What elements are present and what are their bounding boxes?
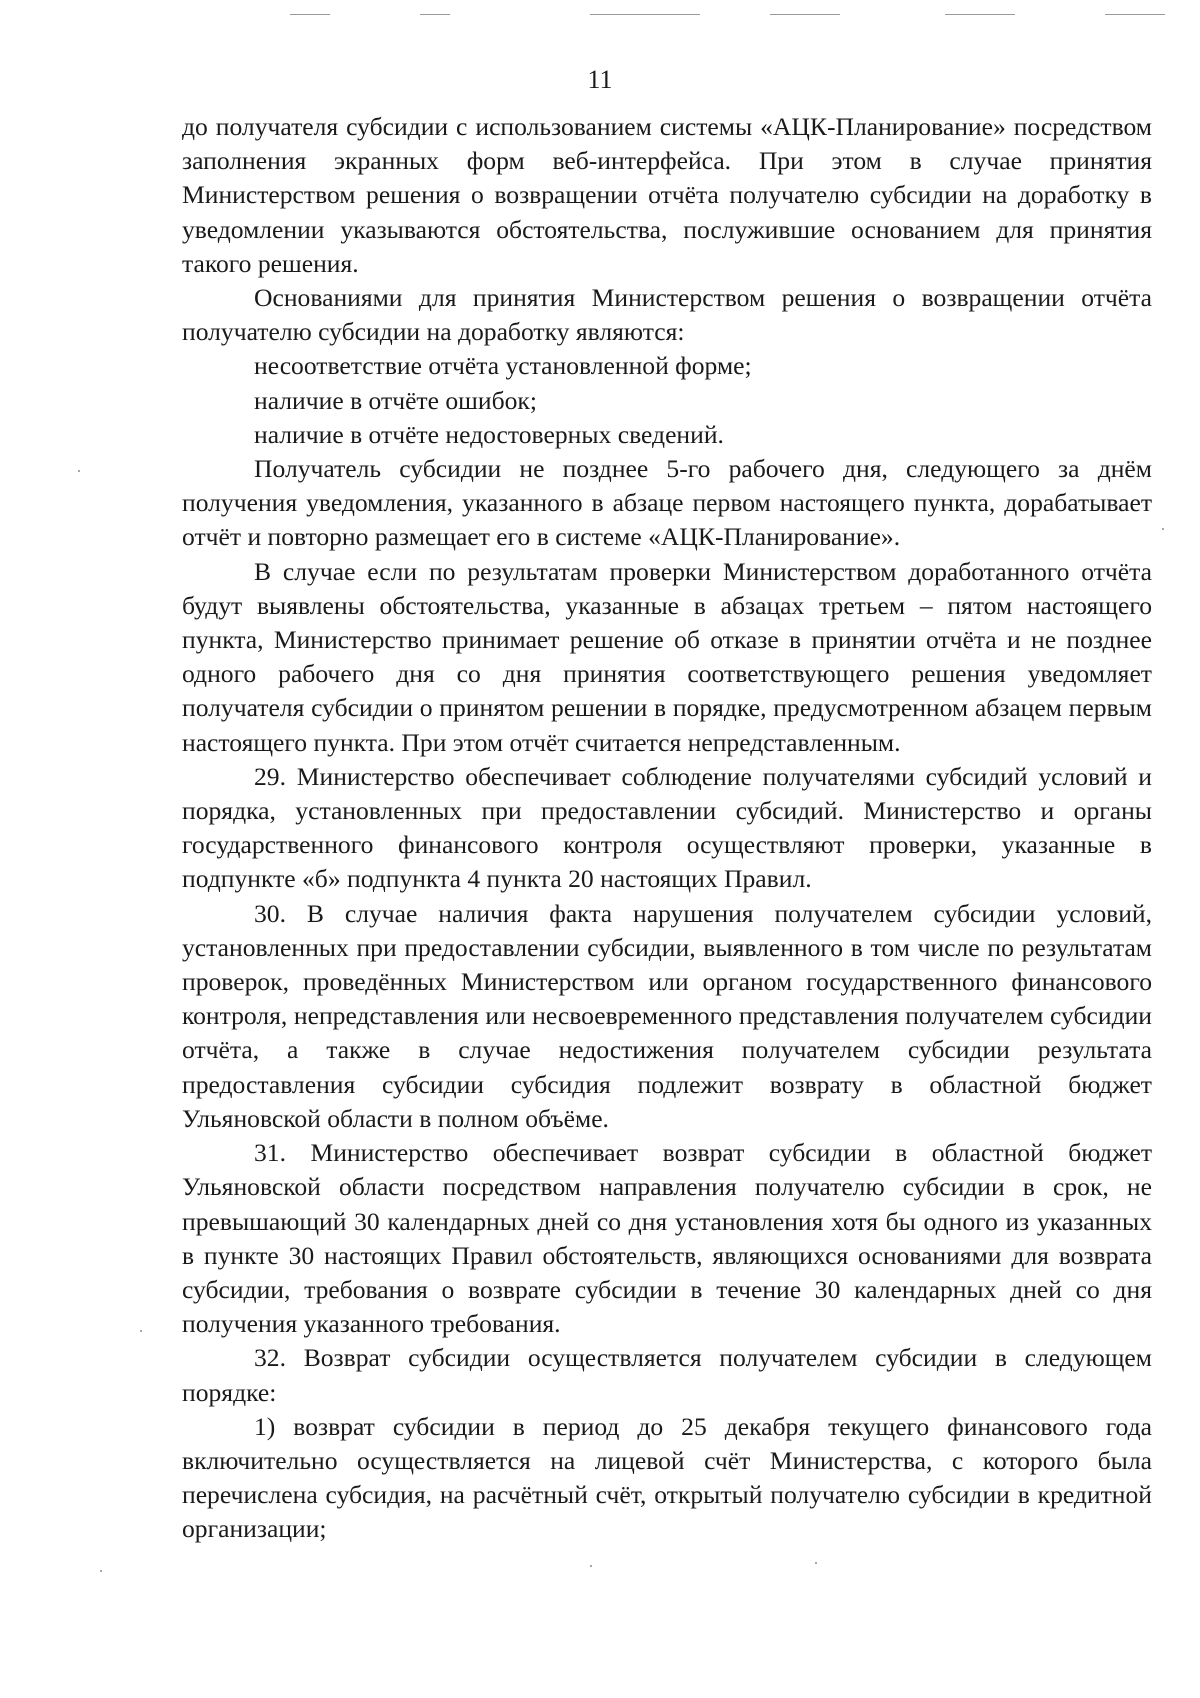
scan-artifact <box>140 1330 142 1332</box>
scan-artifact <box>78 470 80 472</box>
page-number: 11 <box>587 65 613 94</box>
scan-artifact <box>590 14 700 15</box>
scan-artifact <box>100 1570 102 1572</box>
list-item: наличие в отчёте недостоверных сведений. <box>254 419 724 449</box>
scan-artifact <box>420 14 450 15</box>
scan-artifact <box>770 14 840 15</box>
paragraph: В случае если по результатам проверки Министерством доработанного отчёта будут выявлены обстоятельства, указанные в абзацах третьем – пятом настоящего пункта, Министерство принимает решение об отказе в принятии отчёта и не позднее одного рабочего дня со дня принятия соответствующего решения уведомляет получателя субсидии о принятом решении в порядке, предусмотренном абзацем первым настоящего пункта. При этом отчёт считается непредставленным. <box>182 556 1152 757</box>
list-item: наличие в отчёте ошибок; <box>254 385 537 415</box>
paragraph: Основаниями для принятия Министерством решения о возвращении отчёта получателю субсидии на доработку являются: <box>182 283 1152 347</box>
scan-artifact <box>290 14 330 15</box>
clause-29: 29. Министерство обеспечивает соблюдение получателями субсидий условий и порядка, установленных при предоставлении субсидий. Министерство и органы государственного финансового контроля осуществляют проверки, указанные в подпункте «б» подпункта 4 пункта 20 настоящих Правил. <box>182 761 1152 894</box>
document-body <box>182 110 1152 1547</box>
scan-artifact <box>945 14 1015 15</box>
subclause-1: 1) возврат субсидии в период до 25 декабря текущего финансового года включительно осуществляется на лицевой счёт Министерства, с которого была перечислена субсидия, на расчётный счёт, открытый получателю субсидии в кредитной организации; <box>182 1411 1152 1544</box>
paragraph: до получателя субсидии с использованием системы «АЦК-Планирование» посредством заполнения экранных форм веб-интерфейса. При этом в случае принятия Министерством решения о возвращении отчёта получателю субсидии на доработку в уведомлении указываются обстоятельства, послужившие основанием для принятия такого решения. <box>182 112 1152 278</box>
clause-30: 30. В случае наличия факта нарушения получателем субсидии условий, установленных при предоставлении субсидии, выявленного в том числе по результатам проверок, проведённых Министерством или органом государственного финансового контроля, непредставления или несвоевременного представления получателем субсидии отчёта, а также в случае недостижения получателем субсидии результата предоставления субсидии субсидия подлежит возврату в областной бюджет Ульяновской области в полном объёме. <box>182 898 1152 1133</box>
scan-artifact <box>1105 14 1165 15</box>
paragraph: Получатель субсидии не позднее 5-го рабочего дня, следующего за днём получения уведомления, указанного в абзаце первом настоящего пункта, дорабатывает отчёт и повторно размещает его в системе «АЦК-Планирование». <box>182 454 1152 552</box>
scan-artifact <box>590 1565 592 1567</box>
scan-artifact <box>815 1562 817 1564</box>
clause-32: 32. Возврат субсидии осуществляется получателем субсидии в следующем порядке: <box>182 1343 1152 1407</box>
list-item: несоответствие отчёта установленной форме; <box>254 351 752 381</box>
clause-31: 31. Министерство обеспечивает возврат субсидии в областной бюджет Ульяновской области посредством направления получателю субсидии в срок, не превышающий 30 календарных дней со дня установления хотя бы одного из указанных в пункте 30 настоящих Правил обстоятельств, являющихся основаниями для возврата субсидии, требования о возврате субсидии в течение 30 календарных дней со дня получения указанного требования. <box>182 1138 1152 1339</box>
scan-artifact <box>1162 528 1164 530</box>
